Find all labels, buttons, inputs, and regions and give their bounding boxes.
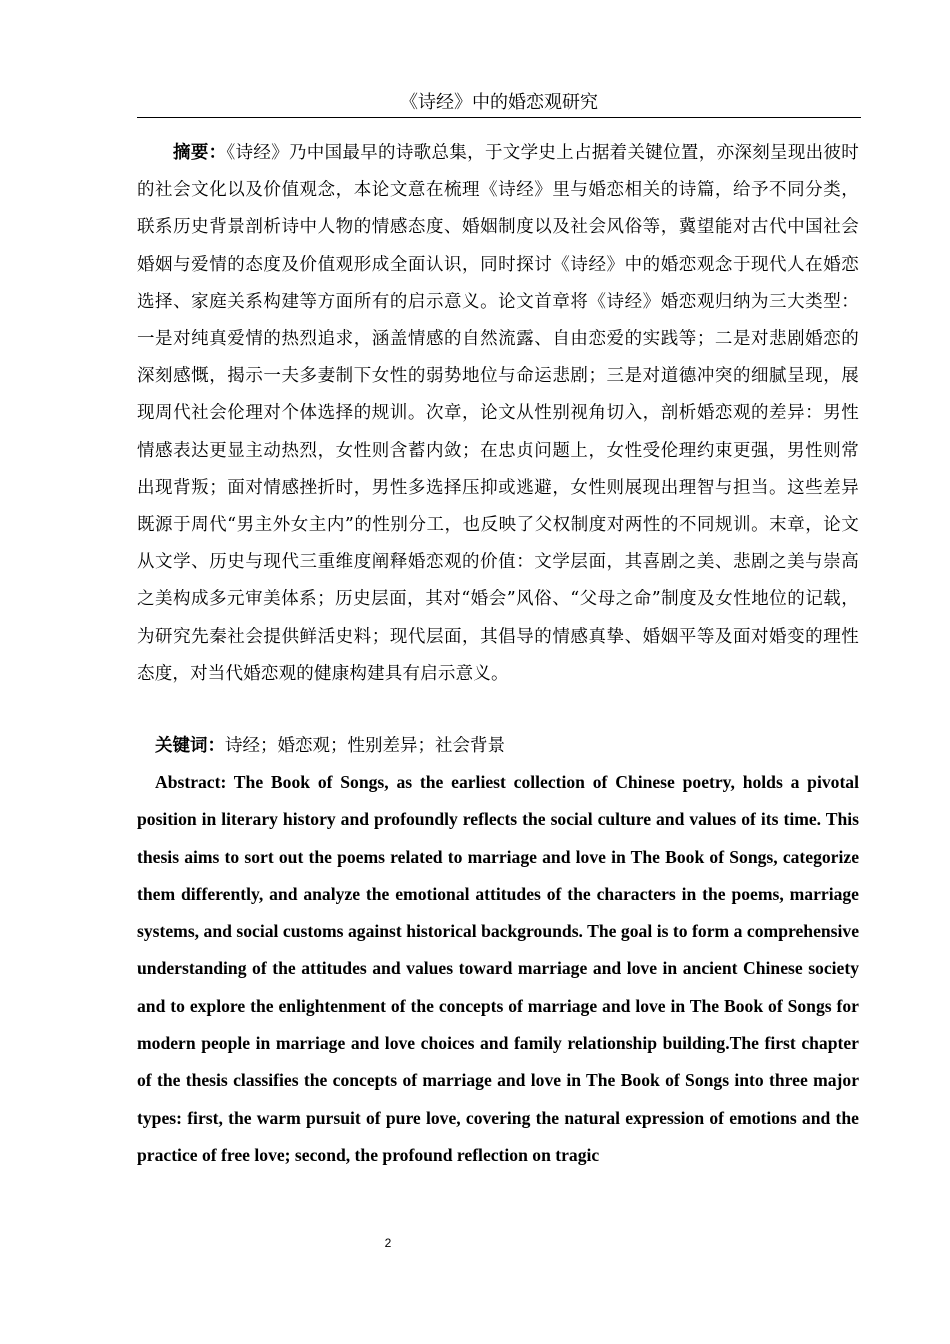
english-abstract: Abstract: The Book of Songs, as the earliest collection of Chinese poetry, holds a pivotal position in literary history and profoundly reflects the social culture and values of its time. This thesis aims to sort out the poems related to marriage and love in The Book of Songs, categorize them differently, and analyze the emotional attitudes of the characters in the poems, marriage systems, and social customs against historical backgrounds. The goal is to form a comprehensive understanding of the attitudes and values toward marriage and love in ancient Chinese society and to explore the enlightenment of the concepts of marriage and love in The Book of Songs for modern people in marriage and love choices and family relationship building.The first chapter of the thesis classifies the concepts of marriage and love in The Book of Songs into three major types: first, the warm pursuit of pure love, covering the natural expression of emotions and the practice of free love; second, the profound reflection on tragic: [137, 772, 859, 1165]
abstract-label: 摘要：: [173, 143, 227, 163]
page-number: 2: [384, 1236, 392, 1250]
keywords-label: 关键词：: [155, 736, 225, 756]
chinese-keywords: [137, 730, 859, 762]
keywords-text: 诗经；婚恋观；性别差异；社会背景: [225, 736, 505, 756]
header-divider: [137, 117, 861, 118]
chinese-abstract: [137, 135, 859, 693]
abstract-text: 《诗经》乃中国最早的诗歌总集，于文学史上占据着关键位置，亦深刻呈现出彼时的社会文化以及价值观念，本论文意在梳理《诗经》里与婚恋相关的诗篇，给予不同分类，联系历史背景剖析诗中人物的情感态度、婚姻制度以及社会风俗等，冀望能对古代中国社会婚姻与爱情的态度及价值观形成全面认识，同时探讨《诗经》中的婚恋观念于现代人在婚恋选择、家庭关系构建等方面所有的启示意义。论文首章将《诗经》婚恋观归纳为三大类型：一是对纯真爱情的热烈追求，涵盖情感的自然流露、自由恋爱的实践等；二是对悲剧婚恋的深刻感慨，揭示一夫多妻制下女性的弱势地位与命运悲剧；三是对道德冲突的细腻呈现，展现周代社会伦理对个体选择的规训。次章，论文从性别视角切入，剖析婚恋观的差异：男性情感表达更显主动热烈，女性则含蓄内敛；在忠贞问题上，女性受伦理约束更强，男性则常出现背叛；面对情感挫折时，男性多选择压抑或逃避，女性则展现出理智与担当。这些差异既源于周代“男主外女主内”的性别分工，也反映了父权制度对两性的不同规训。末章，论文从文学、历史与现代三重维度阐释婚恋观的价值：文学层面，其喜剧之美、悲剧之美与崇高之美构成多元审美体系；历史层面，其对“婚会”风俗、“父母之命”制度及女性地位的记载，为研究先秦社会提供鲜活史料；现代层面，其倡导的情感真挚、婚姻平等及面对婚变的理性态度，对当代婚恋观的健康构建具有启示意义。: [137, 143, 859, 684]
page-header-title: 《诗经》中的婚恋观研究: [400, 92, 598, 113]
